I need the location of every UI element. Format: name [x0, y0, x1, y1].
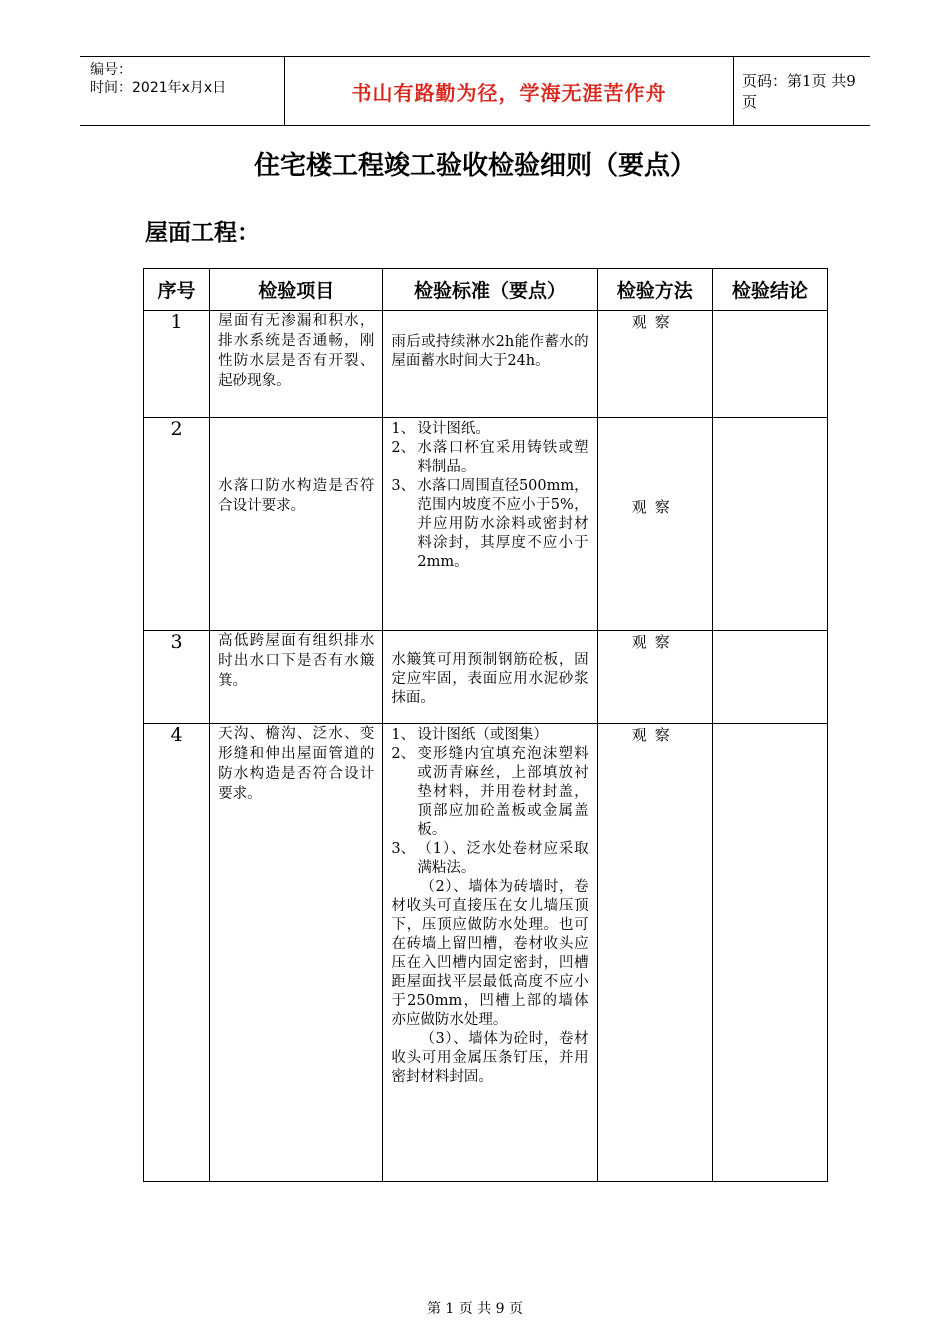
inspection-item	[210, 418, 383, 631]
standard-list-item: 3、 （1）、泛水处卷材应采取满粘法。	[391, 841, 589, 876]
column-header-standard: 检验标准（要点）	[383, 269, 597, 311]
standard-list-item: 2、 变形缝内宜填充泡沫塑料或沥青麻丝，上部填放衬垫材料，并用卷材封盖，顶部应加砼盖板或金属盖板。	[391, 746, 589, 838]
table-row	[144, 311, 828, 418]
document-title: 住宅楼工程竣工验收检验细则（要点）	[253, 151, 696, 181]
inspection-standard-text: 水簸箕可用预制钢筋砼板，固定应牢固，表面应用水泥砂浆抹面。	[391, 652, 589, 706]
standard-list-item: 1、 设计图纸（或图集）	[391, 727, 548, 743]
standard-paragraph: （2）、墙体为砖墙时，卷材收头可直接压在女儿墙压顶下，压顶应做防水处理。也可在砖墙上留凹槽，卷材收头应压在入凹槽内固定密封，凹槽距屋面找平层最低高度不应小于250mm，凹槽上部的墙体亦应做防水处理。	[391, 879, 589, 1028]
inspection-method: 观察	[597, 724, 712, 1182]
table-row	[144, 631, 828, 724]
column-header-result: 检验结论	[712, 269, 827, 311]
inspection-method: 观察	[597, 311, 712, 418]
inspection-result-cell[interactable]	[712, 311, 827, 418]
inspection-standard	[383, 311, 597, 418]
motto: 书山有路勤为径，学海无涯苦作舟	[351, 80, 667, 105]
inspection-method: 观察	[597, 631, 712, 724]
inspection-item-text: 屋面有无渗漏和积水，排水系统是否通畅，刚性防水层是否有开裂、起砂现象。	[218, 313, 375, 389]
row-number: 4	[144, 724, 210, 1182]
standard-list-item: 1、 设计图纸。	[391, 421, 490, 437]
standard-list-item: 2、 水落口杯宜采用铸铁或塑料制品。	[391, 440, 589, 475]
inspection-standard	[383, 418, 597, 631]
inspection-result-cell[interactable]	[712, 631, 827, 724]
document-number-label: 编号：	[90, 62, 132, 78]
row-number: 3	[144, 631, 210, 724]
table-row	[144, 418, 828, 631]
inspection-standard-list	[383, 724, 596, 1087]
inspection-item-text: 水落口防水构造是否符合设计要求。	[218, 478, 375, 514]
inspection-item-text: 高低跨屋面有组织排水时出水口下是否有水簸箕。	[218, 633, 375, 689]
standard-list-item: 3、 水落口周围直径500mm，范围内坡度不应小于5%，并应用防水涂料或密封材料涂封，其厚度不应小于2mm。	[391, 478, 589, 570]
row-number: 1	[144, 311, 210, 418]
header-page-info: 页码：第1页 共9页	[742, 72, 856, 111]
inspection-result-cell[interactable]	[712, 724, 827, 1182]
inspection-item	[210, 311, 383, 418]
inspection-item-text: 天沟、檐沟、泛水、变形缝和伸出屋面管道的防水构造是否符合设计要求。	[218, 726, 375, 802]
page-header	[80, 56, 870, 126]
inspection-standard	[383, 724, 597, 1182]
row-number: 2	[144, 418, 210, 631]
inspection-standard-text: 雨后或持续淋水2h能作蓄水的屋面蓄水时间大于24h。	[391, 334, 589, 369]
inspection-result-cell[interactable]	[712, 418, 827, 631]
column-header-method: 检验方法	[597, 269, 712, 311]
table-header-row	[144, 269, 828, 311]
inspection-item	[210, 724, 383, 1182]
table-row	[144, 724, 828, 1182]
column-header-item: 检验项目	[210, 269, 383, 311]
inspection-item	[210, 631, 383, 724]
column-header-no: 序号	[144, 269, 210, 311]
inspection-standard	[383, 631, 597, 724]
standard-paragraph: （3）、墙体为砼时，卷材收头可用金属压条钉压，并用密封材料封固。	[391, 1031, 589, 1085]
inspection-table	[143, 268, 828, 1182]
page-footer: 第 1 页 共 9 页	[426, 1301, 524, 1317]
header-motto-cell	[284, 57, 734, 125]
header-meta	[90, 61, 280, 97]
inspection-method: 观察	[597, 418, 712, 631]
document-time: 时间：2021年x月x日	[90, 80, 227, 96]
inspection-standard-list	[383, 418, 596, 572]
section-heading: 屋面工程：	[145, 220, 260, 246]
